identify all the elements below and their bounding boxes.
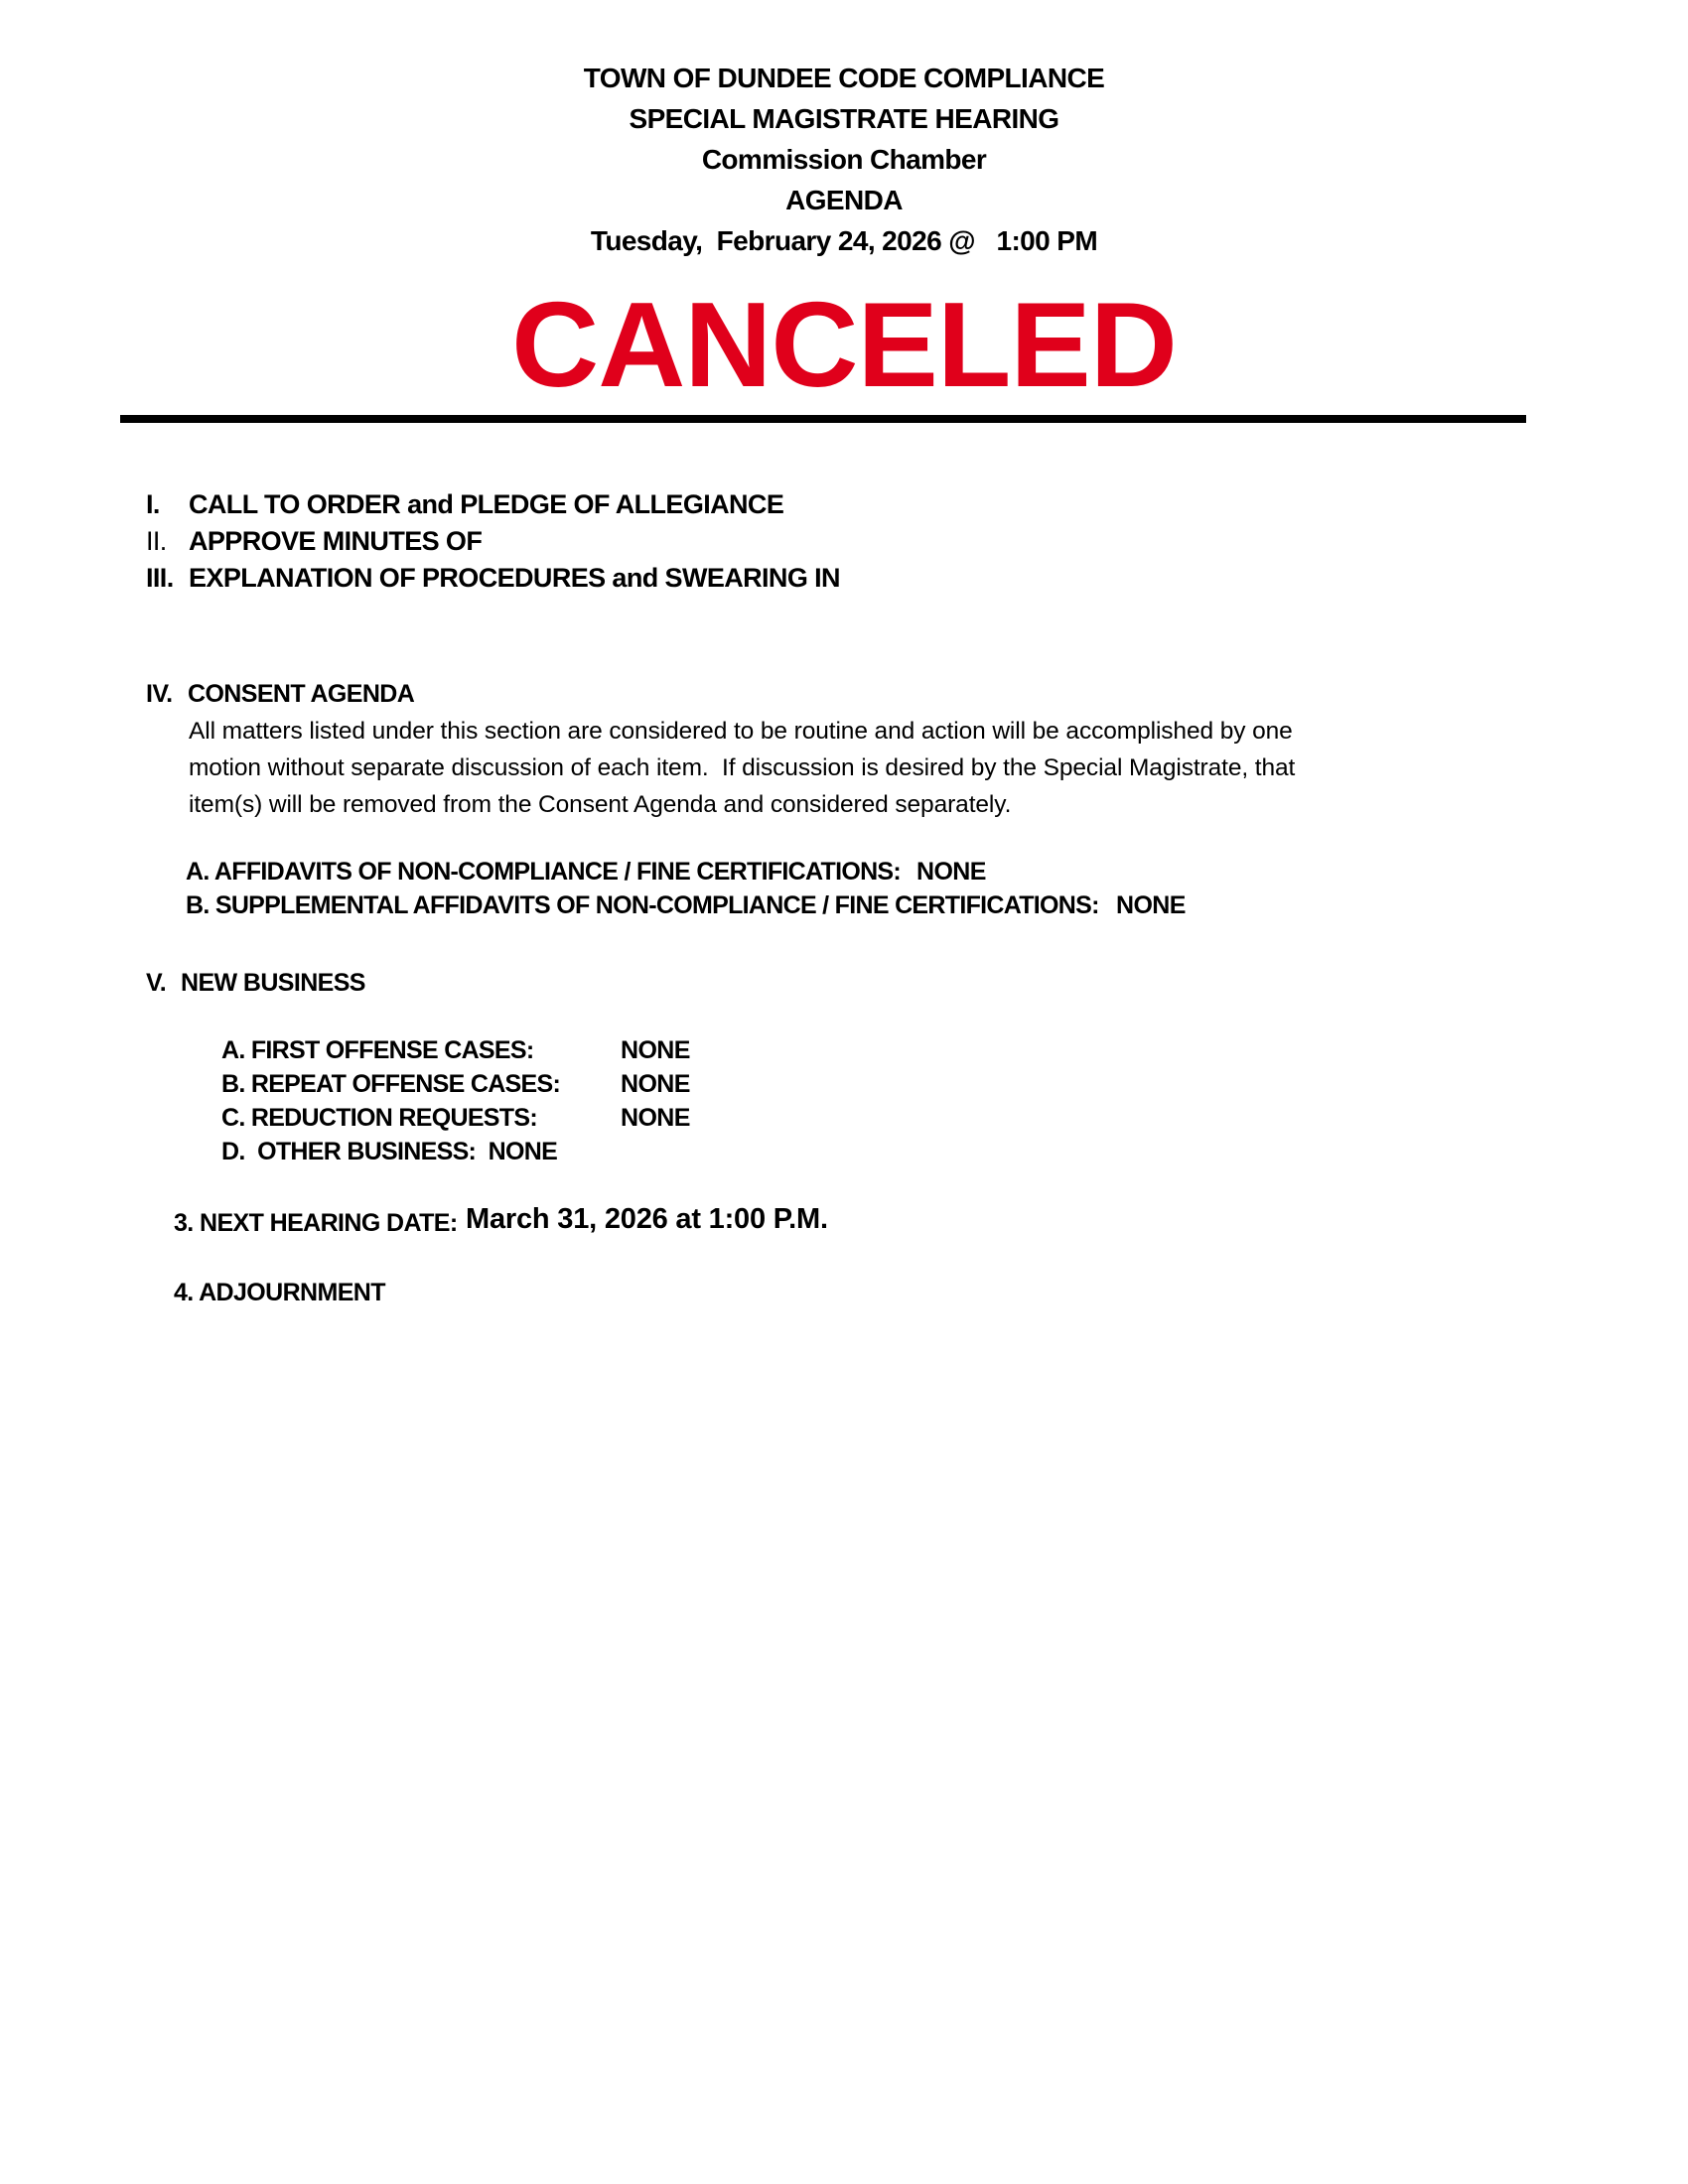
consent-item-b-value: NONE xyxy=(1116,891,1186,919)
new-business-item-a-value: NONE xyxy=(621,1036,690,1064)
section-iv-title: CONSENT AGENDA xyxy=(188,680,415,708)
canceled-stamp: CANCELED xyxy=(511,277,1177,412)
section-i-number: I. xyxy=(146,489,160,519)
section-iv-number: IV. xyxy=(146,680,173,708)
next-hearing-label: 3. NEXT HEARING DATE: xyxy=(174,1209,458,1237)
section-i-title: CALL TO ORDER and PLEDGE OF ALLEGIANCE xyxy=(189,489,784,519)
section-iii-number: III. xyxy=(146,563,174,593)
header-divider xyxy=(120,415,1526,423)
section-v-number: V. xyxy=(146,969,167,997)
new-business-item-c-value: NONE xyxy=(621,1104,690,1132)
header-hearing-title: SPECIAL MAGISTRATE HEARING xyxy=(629,103,1059,134)
header-date-time: Tuesday, February 24, 2026 @ 1:00 PM xyxy=(590,225,1098,256)
section-ii-title: APPROVE MINUTES OF xyxy=(189,526,483,556)
consent-item-b-label: B. SUPPLEMENTAL AFFIDAVITS OF NON-COMPLIANCE / FINE CERTIFICATIONS: xyxy=(186,891,1099,919)
new-business-item-c-label: C. REDUCTION REQUESTS: xyxy=(221,1104,537,1132)
new-business-item-b-value: NONE xyxy=(621,1070,690,1098)
agenda-header xyxy=(0,58,1688,261)
section-v-title: NEW BUSINESS xyxy=(181,969,365,997)
next-hearing-value: March 31, 2026 at 1:00 P.M. xyxy=(466,1203,828,1235)
new-business-item-d-label: D. OTHER BUSINESS: NONE xyxy=(221,1138,558,1165)
consent-para-line-3: item(s) will be removed from the Consent Agenda and considered separately. xyxy=(189,791,1012,818)
adjournment-label: 4. ADJOURNMENT xyxy=(174,1279,385,1306)
header-agenda-label: AGENDA xyxy=(785,185,903,215)
section-ii-number: II. xyxy=(146,526,167,556)
consent-para-line-1: All matters listed under this section are considered to be routine and action will be accomplished by one xyxy=(189,718,1293,745)
section-iii-title: EXPLANATION OF PROCEDURES and SWEARING IN xyxy=(189,563,840,593)
consent-item-a-label: A. AFFIDAVITS OF NON-COMPLIANCE / FINE CERTIFICATIONS: xyxy=(186,858,902,886)
consent-agenda-description xyxy=(189,713,1380,823)
new-business-item-a-label: A. FIRST OFFENSE CASES: xyxy=(221,1036,534,1064)
new-business-item-b-label: B. REPEAT OFFENSE CASES: xyxy=(221,1070,561,1098)
consent-para-line-2: motion without separate discussion of each item. If discussion is desired by the Special Magistrate, that xyxy=(189,754,1296,781)
header-org-title: TOWN OF DUNDEE CODE COMPLIANCE xyxy=(583,63,1105,93)
header-location: Commission Chamber xyxy=(701,144,987,175)
consent-item-a-value: NONE xyxy=(916,858,986,886)
